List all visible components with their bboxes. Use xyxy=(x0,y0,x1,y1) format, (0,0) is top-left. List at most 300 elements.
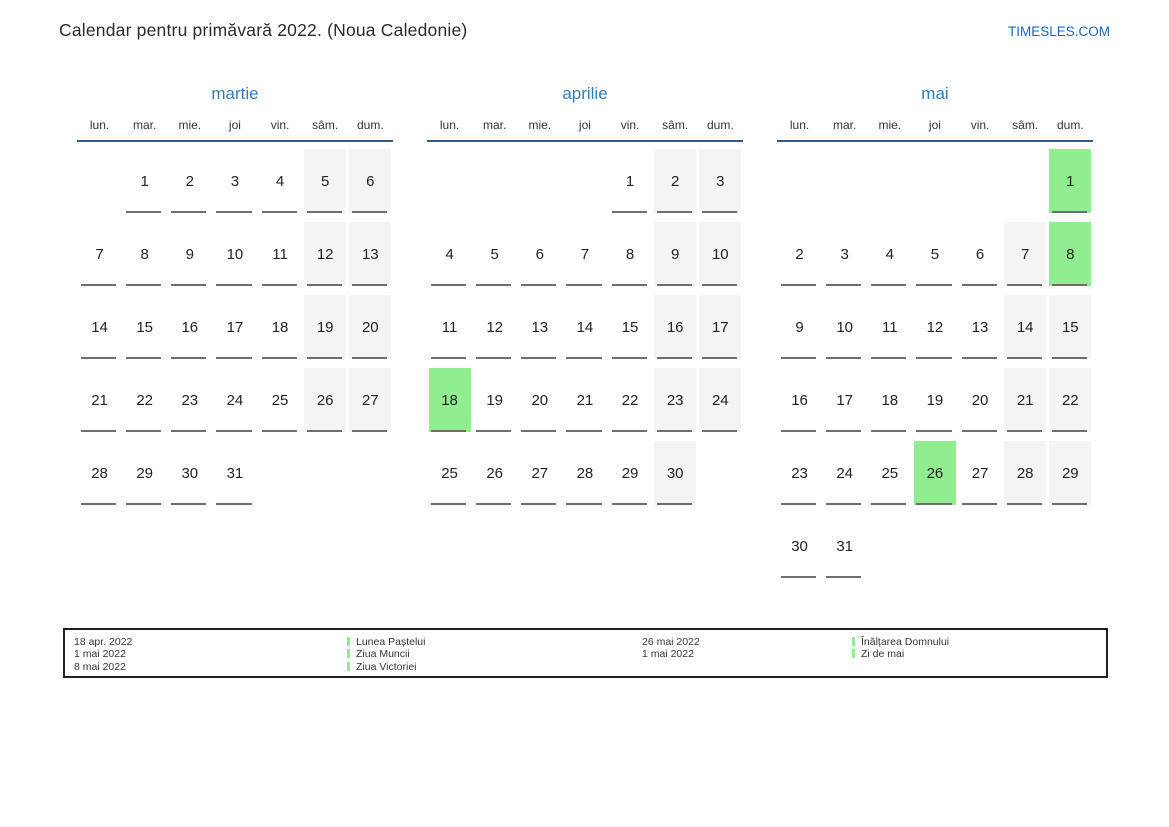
day-underline xyxy=(702,211,737,213)
day-number: 31 xyxy=(836,537,854,555)
day-cell xyxy=(608,216,653,289)
day-number: 13 xyxy=(971,318,989,336)
day-underline xyxy=(612,430,647,432)
day-cell xyxy=(777,362,822,435)
day-underline xyxy=(216,430,251,432)
day-number: 2 xyxy=(795,245,804,263)
day-cell xyxy=(122,143,167,216)
day-underline xyxy=(431,503,466,505)
day-cell xyxy=(427,289,472,362)
day-underline xyxy=(871,430,906,432)
day-number: 13 xyxy=(361,245,379,263)
day-underline xyxy=(826,357,861,359)
day-number: 1 xyxy=(1066,172,1075,190)
weekday-label: vin. xyxy=(620,118,640,132)
day-cell xyxy=(517,362,562,435)
day-number: 15 xyxy=(621,318,639,336)
day-cell xyxy=(912,362,957,435)
day-cell xyxy=(1048,362,1093,435)
day-cell xyxy=(348,216,393,289)
day-number: 27 xyxy=(361,391,379,409)
day-cell xyxy=(822,362,867,435)
day-underline xyxy=(781,430,816,432)
weekday-label: joi xyxy=(228,118,241,132)
day-cell xyxy=(562,216,607,289)
day-underline xyxy=(171,503,206,505)
day-cell xyxy=(867,508,912,581)
day-underline xyxy=(702,284,737,286)
day-cell xyxy=(912,435,957,508)
day-underline xyxy=(916,357,951,359)
day-underline xyxy=(81,284,116,286)
day-underline xyxy=(871,357,906,359)
day-cell xyxy=(427,435,472,508)
day-cell xyxy=(348,289,393,362)
day-underline xyxy=(826,284,861,286)
day-number: 13 xyxy=(531,318,549,336)
day-underline xyxy=(1052,284,1087,286)
day-number: 21 xyxy=(1016,391,1034,409)
day-cell xyxy=(212,216,257,289)
day-number: 4 xyxy=(885,245,894,263)
day-number: 20 xyxy=(531,391,549,409)
day-cell xyxy=(427,216,472,289)
day-underline xyxy=(962,430,997,432)
day-number: 22 xyxy=(621,391,639,409)
day-underline xyxy=(352,211,387,213)
day-underline xyxy=(566,503,601,505)
day-cell xyxy=(122,362,167,435)
day-number: 15 xyxy=(1061,318,1079,336)
week-row xyxy=(777,435,1093,508)
day-number: 20 xyxy=(361,318,379,336)
holiday-color-bar xyxy=(347,649,350,658)
day-number: 3 xyxy=(840,245,849,263)
day-underline xyxy=(612,211,647,213)
day-cell xyxy=(77,289,122,362)
day-number: 27 xyxy=(971,464,989,482)
weekday-label: mie. xyxy=(878,118,902,132)
day-underline xyxy=(476,503,511,505)
day-cell xyxy=(867,143,912,216)
holiday-color-bar xyxy=(852,649,855,658)
day-cell xyxy=(653,362,698,435)
day-cell xyxy=(472,143,517,216)
day-number: 6 xyxy=(975,245,985,263)
day-underline xyxy=(1052,211,1087,213)
day-underline xyxy=(126,284,161,286)
day-number: 11 xyxy=(882,318,898,336)
day-cell xyxy=(912,289,957,362)
week-row xyxy=(77,435,393,508)
day-cell xyxy=(958,289,1003,362)
day-number: 4 xyxy=(445,245,454,263)
weekday-label: mie. xyxy=(178,118,202,132)
day-underline xyxy=(1052,503,1087,505)
day-cell xyxy=(122,216,167,289)
day-cell xyxy=(777,289,822,362)
day-cell xyxy=(77,143,122,216)
day-number: 19 xyxy=(926,391,944,409)
day-number: 8 xyxy=(140,245,149,263)
day-number: 2 xyxy=(185,172,194,190)
day-underline xyxy=(657,357,692,359)
day-underline xyxy=(916,430,951,432)
weekday-label: lun. xyxy=(439,118,460,132)
day-underline xyxy=(476,284,511,286)
day-underline xyxy=(126,357,161,359)
weekday-header-row xyxy=(427,110,743,142)
day-cell xyxy=(167,289,212,362)
day-number: 7 xyxy=(580,245,590,263)
day-cell xyxy=(258,362,303,435)
day-underline xyxy=(431,284,466,286)
day-underline xyxy=(262,430,297,432)
day-cell xyxy=(912,508,957,581)
day-cell xyxy=(303,143,348,216)
weekday-header-row xyxy=(777,110,1093,142)
day-number: 31 xyxy=(226,464,244,482)
day-cell xyxy=(653,289,698,362)
day-cell xyxy=(653,143,698,216)
day-underline xyxy=(1007,503,1042,505)
week-row xyxy=(777,508,1093,581)
holiday-color-bar xyxy=(347,662,350,671)
day-cell xyxy=(1048,143,1093,216)
day-number: 14 xyxy=(576,318,594,336)
month-calendar-mai xyxy=(777,84,1093,581)
day-underline xyxy=(871,284,906,286)
day-underline xyxy=(962,503,997,505)
day-cell xyxy=(822,435,867,508)
day-number: 25 xyxy=(881,464,899,482)
day-underline xyxy=(566,357,601,359)
day-underline xyxy=(262,284,297,286)
day-cell xyxy=(698,289,743,362)
day-cell xyxy=(258,216,303,289)
weekday-label: joi xyxy=(928,118,941,132)
day-underline xyxy=(431,430,466,432)
day-underline xyxy=(702,357,737,359)
day-underline xyxy=(171,430,206,432)
day-underline xyxy=(307,357,342,359)
week-row xyxy=(777,143,1093,216)
day-number: 15 xyxy=(136,318,154,336)
day-underline xyxy=(657,503,692,505)
day-underline xyxy=(171,211,206,213)
legend-dates-left xyxy=(74,636,132,673)
day-number: 3 xyxy=(230,172,240,190)
day-number: 30 xyxy=(666,464,684,482)
day-cell xyxy=(258,435,303,508)
day-underline xyxy=(352,430,387,432)
day-cell xyxy=(698,216,743,289)
day-cell xyxy=(562,143,607,216)
day-cell xyxy=(698,143,743,216)
day-number: 10 xyxy=(836,318,854,336)
day-cell xyxy=(303,216,348,289)
week-row xyxy=(777,289,1093,362)
day-cell xyxy=(1048,508,1093,581)
day-number: 26 xyxy=(486,464,504,482)
day-number: 17 xyxy=(226,318,244,336)
day-number: 28 xyxy=(91,464,108,482)
day-cell xyxy=(472,435,517,508)
day-number: 6 xyxy=(535,245,544,263)
day-number: 17 xyxy=(711,318,729,336)
weekday-header-row xyxy=(77,110,393,142)
day-underline xyxy=(916,503,951,505)
week-row xyxy=(77,143,393,216)
day-underline xyxy=(566,430,601,432)
legend-holiday-name: Ziua Victoriei xyxy=(347,661,425,673)
day-cell xyxy=(212,435,257,508)
day-cell xyxy=(1003,362,1048,435)
day-underline xyxy=(171,357,206,359)
day-cell xyxy=(167,216,212,289)
day-number: 8 xyxy=(625,245,635,263)
holiday-color-bar xyxy=(347,637,350,646)
day-underline xyxy=(826,576,861,578)
weekday-label: dum. xyxy=(706,118,734,132)
day-cell xyxy=(258,143,303,216)
day-cell xyxy=(303,435,348,508)
day-number: 17 xyxy=(836,391,854,409)
day-underline xyxy=(657,430,692,432)
weekday-label: sâm. xyxy=(1012,118,1039,132)
day-underline xyxy=(521,357,556,359)
day-cell xyxy=(77,435,122,508)
day-underline xyxy=(171,284,206,286)
day-number: 7 xyxy=(95,245,104,263)
day-number: 3 xyxy=(716,172,725,190)
day-number: 29 xyxy=(621,464,639,482)
day-underline xyxy=(962,357,997,359)
day-cell xyxy=(608,289,653,362)
day-underline xyxy=(126,503,161,505)
day-number: 16 xyxy=(666,318,684,336)
day-number: 30 xyxy=(791,537,808,555)
day-number: 14 xyxy=(1016,318,1034,336)
day-underline xyxy=(657,284,692,286)
day-number: 21 xyxy=(576,391,594,409)
day-cell xyxy=(472,362,517,435)
day-number: 1 xyxy=(140,172,149,190)
day-underline xyxy=(352,357,387,359)
day-underline xyxy=(702,430,737,432)
day-underline xyxy=(962,284,997,286)
day-number: 12 xyxy=(926,318,944,336)
month-title: martie xyxy=(211,84,259,103)
day-cell xyxy=(427,362,472,435)
day-cell xyxy=(777,508,822,581)
day-number: 27 xyxy=(531,464,549,482)
week-row xyxy=(427,143,743,216)
day-underline xyxy=(307,211,342,213)
week-row xyxy=(77,289,393,362)
month-title: aprilie xyxy=(562,84,608,103)
week-row xyxy=(427,435,743,508)
day-cell xyxy=(698,435,743,508)
day-number: 23 xyxy=(791,464,808,482)
day-cell xyxy=(822,508,867,581)
day-cell xyxy=(517,435,562,508)
weekday-label: mar. xyxy=(483,118,507,132)
day-underline xyxy=(1007,284,1042,286)
day-cell xyxy=(348,362,393,435)
day-number: 26 xyxy=(926,464,944,482)
legend-holiday-date: 1 mai 2022 xyxy=(74,648,126,661)
day-cell xyxy=(822,143,867,216)
legend-holiday-name: Lunea Paștelui xyxy=(347,636,425,648)
month-calendar-aprilie xyxy=(427,84,743,581)
weekday-label: mar. xyxy=(133,118,157,132)
day-number: 28 xyxy=(1016,464,1034,482)
day-underline xyxy=(352,284,387,286)
day-cell xyxy=(867,289,912,362)
day-cell xyxy=(348,435,393,508)
day-underline xyxy=(126,430,161,432)
day-number: 19 xyxy=(316,318,334,336)
day-cell xyxy=(1048,216,1093,289)
day-number: 26 xyxy=(316,391,334,409)
day-number: 6 xyxy=(366,172,375,190)
day-underline xyxy=(81,430,116,432)
day-cell xyxy=(562,289,607,362)
month-title: mai xyxy=(921,84,949,103)
day-cell xyxy=(1003,216,1048,289)
day-underline xyxy=(521,503,556,505)
weekday-label: sâm. xyxy=(312,118,339,132)
legend-names-left xyxy=(347,636,425,673)
day-cell xyxy=(777,216,822,289)
day-cell xyxy=(517,143,562,216)
legend-holiday-date: 8 mai 2022 xyxy=(74,660,126,673)
day-underline xyxy=(871,503,906,505)
day-underline xyxy=(1007,430,1042,432)
day-cell xyxy=(517,216,562,289)
day-number: 5 xyxy=(321,172,330,190)
weekday-label: lun. xyxy=(789,118,810,132)
day-cell xyxy=(472,289,517,362)
legend-holiday-name: Ziua Muncii xyxy=(347,648,425,660)
day-cell xyxy=(958,435,1003,508)
day-underline xyxy=(81,503,116,505)
week-row xyxy=(427,362,743,435)
month-grid xyxy=(777,143,1093,581)
day-number: 16 xyxy=(791,391,808,409)
day-number: 24 xyxy=(226,391,244,409)
day-cell xyxy=(1048,435,1093,508)
day-cell xyxy=(427,143,472,216)
day-number: 20 xyxy=(971,391,989,409)
day-underline xyxy=(1052,357,1087,359)
day-underline xyxy=(612,357,647,359)
month-grid xyxy=(77,143,393,508)
day-cell xyxy=(1048,289,1093,362)
day-cell xyxy=(348,143,393,216)
day-cell xyxy=(77,216,122,289)
page-title: Calendar pentru primăvară 2022. (Noua Caledonie) xyxy=(59,20,468,40)
week-row xyxy=(77,216,393,289)
day-underline xyxy=(826,430,861,432)
day-number: 9 xyxy=(671,245,680,263)
day-underline xyxy=(431,357,466,359)
week-row xyxy=(427,216,743,289)
day-number: 14 xyxy=(91,318,108,336)
month-grid xyxy=(427,143,743,508)
holiday-legend xyxy=(63,628,1108,678)
week-row xyxy=(777,362,1093,435)
day-cell xyxy=(1003,508,1048,581)
day-cell xyxy=(958,216,1003,289)
weekday-label: mar. xyxy=(833,118,857,132)
day-number: 30 xyxy=(181,464,199,482)
site-link[interactable]: TIMESLES.COM xyxy=(1007,24,1110,39)
day-underline xyxy=(476,430,511,432)
day-underline xyxy=(612,284,647,286)
day-number: 2 xyxy=(671,172,680,190)
day-cell xyxy=(303,289,348,362)
week-row xyxy=(777,216,1093,289)
legend-holiday-name: Zi de mai xyxy=(852,648,949,660)
day-cell xyxy=(958,362,1003,435)
day-underline xyxy=(1007,357,1042,359)
day-number: 29 xyxy=(136,464,154,482)
day-cell xyxy=(822,289,867,362)
day-number: 25 xyxy=(441,464,458,482)
day-cell xyxy=(608,143,653,216)
day-number: 1 xyxy=(625,172,635,190)
day-number: 24 xyxy=(711,391,729,409)
day-underline xyxy=(262,357,297,359)
day-underline xyxy=(657,211,692,213)
day-cell xyxy=(1003,435,1048,508)
day-cell xyxy=(653,216,698,289)
weekday-label: dum. xyxy=(1056,118,1084,132)
month-calendar-martie xyxy=(77,84,393,581)
day-number: 19 xyxy=(486,391,504,409)
legend-holiday-name: Înălțarea Domnului xyxy=(852,636,949,648)
day-number: 10 xyxy=(226,245,244,263)
day-cell xyxy=(653,435,698,508)
day-number: 22 xyxy=(1061,391,1079,409)
day-cell xyxy=(867,362,912,435)
day-cell xyxy=(867,435,912,508)
weekday-label: joi xyxy=(578,118,591,132)
holiday-color-bar xyxy=(852,637,855,646)
day-cell xyxy=(777,143,822,216)
day-number: 12 xyxy=(486,318,504,336)
day-number: 11 xyxy=(441,318,458,336)
day-cell xyxy=(77,362,122,435)
day-number: 9 xyxy=(185,245,194,263)
legend-holiday-date: 18 apr. 2022 xyxy=(74,636,133,648)
day-number: 8 xyxy=(1066,245,1075,263)
weekday-label: sâm. xyxy=(662,118,689,132)
day-underline xyxy=(521,284,556,286)
day-cell xyxy=(608,362,653,435)
day-underline xyxy=(1052,430,1087,432)
day-underline xyxy=(81,357,116,359)
day-cell xyxy=(212,143,257,216)
legend-names-right xyxy=(852,636,949,661)
day-number: 7 xyxy=(1021,245,1030,263)
legend-dates-right xyxy=(642,636,700,661)
day-number: 18 xyxy=(441,391,458,409)
day-number: 21 xyxy=(91,391,108,409)
day-number: 29 xyxy=(1061,464,1079,482)
